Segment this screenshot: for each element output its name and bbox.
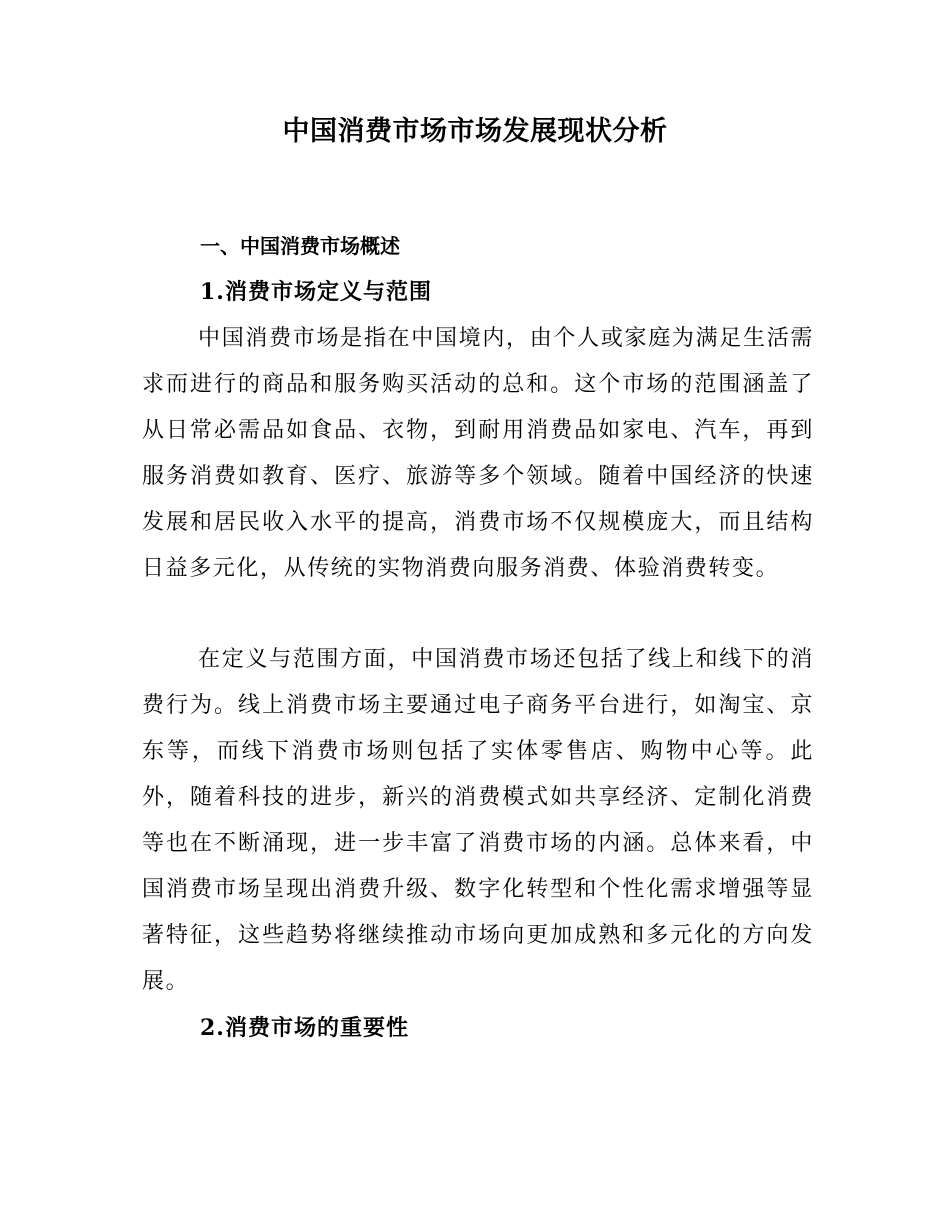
paragraph-1: 中国消费市场是指在中国境内，由个人或家庭为满足生活需求而进行的商品和服务购买活动的总和。这个市场的范围涵盖了从日常必需品如食品、衣物，到耐用消费品如家电、汽车，再到服务消费如教育、医疗、旅游等多个领域。随着中国经济的快速发展和居民收入水平的提高，消费市场不仅规模庞大，而且结构日益多元化，从传统的实物消费向服务消费、体验消费转变。 xyxy=(142,326,814,581)
subsection-heading-2: 2.消费市场的重要性 xyxy=(200,1015,409,1041)
document-title: 中国消费市场市场发展现状分析 xyxy=(282,116,668,147)
subsection-heading-1: 1.消费市场定义与范围 xyxy=(200,279,432,305)
paragraph-2: 在定义与范围方面，中国消费市场还包括了线上和线下的消费行为。线上消费市场主要通过电子商务平台进行，如淘宝、京东等，而线下消费市场则包括了实体零售店、购物中心等。此外，随着科技的进步，新兴的消费模式如共享经济、定制化消费等也在不断涌现，进一步丰富了消费市场的内涵。总体来看，中国消费市场呈现出消费升级、数字化转型和个性化需求增强等显著特征，这些趋势将继续推动市场向更加成熟和多元化的方向发展。 xyxy=(142,647,814,994)
section-heading: 一、中国消费市场概述 xyxy=(200,234,400,258)
